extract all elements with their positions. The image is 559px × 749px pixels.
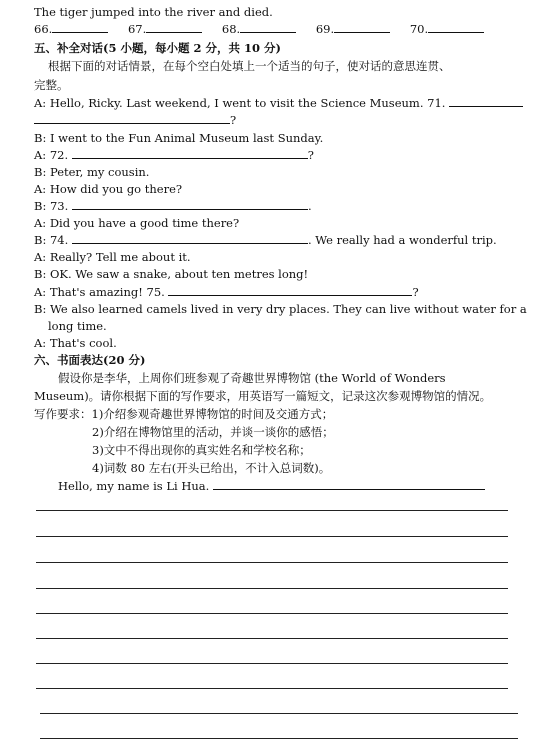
writing-line[interactable] (36, 638, 508, 639)
answer-70[interactable]: 70. (410, 21, 484, 38)
dialogue-line: A: Did you have a good time there? (34, 216, 240, 230)
writing-opening-line: Hello, my name is Li Hua. (58, 478, 485, 495)
dialogue-line-73: B: 73. . (34, 199, 312, 213)
blank-72[interactable] (72, 147, 308, 159)
writing-line[interactable] (36, 613, 508, 614)
dialogue-line-71-cont: ? (34, 112, 236, 129)
answer-69[interactable]: 69. (316, 21, 390, 38)
writing-blank[interactable] (213, 478, 485, 490)
writing-line[interactable] (40, 713, 518, 714)
writing-prompt: 假设你是李华，上周你们班参观了奇趣世界博物馆 (the World of Wonders (58, 371, 446, 385)
blank-71[interactable] (449, 95, 523, 107)
dialogue-line-74: B: 74. . We really had a wonderful trip. (34, 233, 497, 247)
dialogue-line-71: A: Hello, Ricky. Last weekend, I went to visit the Science Museum. 71. (34, 95, 523, 112)
blank-75[interactable] (168, 284, 412, 296)
blank-73[interactable] (72, 198, 308, 210)
dialogue-line-72: A: 72. ? (34, 148, 314, 162)
writing-requirement-1: 写作要求：1)介绍参观奇趣世界博物馆的时间及交通方式； (34, 407, 334, 421)
dialogue-line: A: How did you go there? (34, 182, 183, 196)
blank-74[interactable] (72, 232, 308, 244)
answer-blanks-row (34, 21, 500, 38)
writing-prompt-cont: Museum)。请你根据下面的写作要求，用英语写一篇短文，记录这次参观博物馆的情况。 (34, 389, 492, 403)
dialogue-line-cont: long time. (48, 319, 107, 333)
dialogue-line: B: OK. We saw a snake, about ten metres long! (34, 267, 309, 281)
section-5-title: 五、补全对话(5 小题，每小题 2 分，共 10 分) (34, 41, 281, 55)
section-5-instruction-cont: 完整。 (34, 78, 69, 92)
writing-line[interactable] (36, 663, 508, 664)
answer-66[interactable]: 66. (34, 21, 108, 38)
writing-requirement-3: 3)文中不得出现你的真实姓名和学校名称； (92, 443, 311, 457)
writing-line[interactable] (36, 588, 508, 589)
writing-line[interactable] (36, 562, 508, 563)
writing-line[interactable] (36, 536, 508, 537)
top-sentence: The tiger jumped into the river and died. (34, 5, 273, 19)
writing-line[interactable] (36, 688, 508, 689)
answer-67[interactable]: 67. (128, 21, 202, 38)
writing-line[interactable] (40, 738, 518, 739)
section-6-title: 六、书面表达(20 分) (34, 353, 146, 367)
dialogue-line: A: Really? Tell me about it. (34, 250, 191, 264)
writing-requirement-4: 4)词数 80 左右(开头已给出，不计入总词数)。 (92, 461, 331, 475)
dialogue-line: B: Peter, my cousin. (34, 165, 150, 179)
dialogue-line: B: We also learned camels lived in very dry places. They can live without water for a (34, 302, 527, 316)
dialogue-line: A: That's cool. (34, 336, 117, 350)
writing-line[interactable] (36, 510, 508, 511)
answer-68[interactable]: 68. (222, 21, 296, 38)
dialogue-line: B: I went to the Fun Animal Museum last Sunday. (34, 131, 324, 145)
writing-requirement-2: 2)介绍在博物馆里的活动，并谈一谈你的感悟； (92, 425, 334, 439)
blank-71-cont[interactable] (34, 112, 230, 124)
dialogue-line-75: A: That's amazing! 75. ? (34, 285, 419, 299)
section-5-instruction: 根据下面的对话情景，在每个空白处填上一个适当的句子，使对话的意思连贯、 (48, 59, 451, 73)
